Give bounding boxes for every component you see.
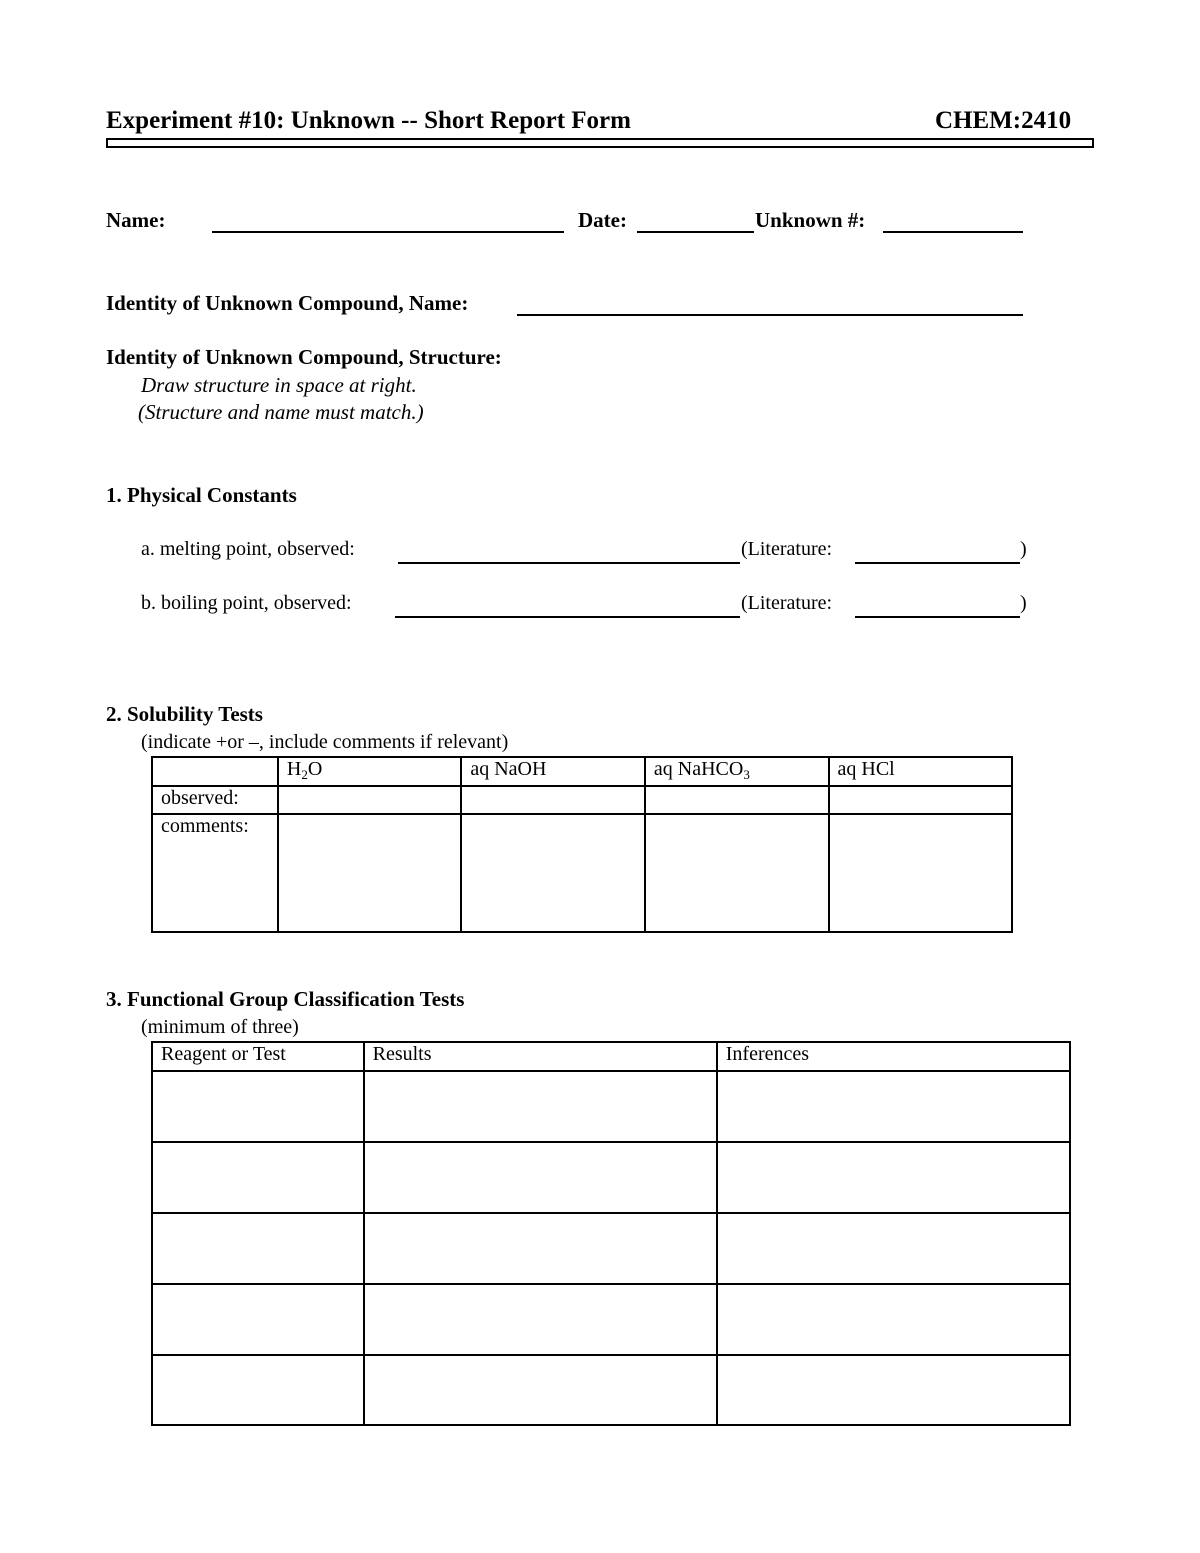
melting-point-label: a. melting point, observed: [141,538,355,560]
functional-group-table [151,1041,1071,1426]
page-title: Experiment #10: Unknown -- Short Report Form [106,107,631,134]
comments-h2o-cell[interactable] [278,814,461,932]
results-cell[interactable] [364,1071,717,1142]
results-cell[interactable] [364,1284,717,1355]
row-comments-label: comments: [152,814,278,932]
title-bar [106,138,1094,148]
unknown-number-field[interactable] [883,231,1023,233]
identity-name-field[interactable] [517,314,1023,316]
solubility-table [151,756,1013,933]
col-results: Results [364,1042,717,1071]
observed-naoh-cell[interactable] [461,786,645,814]
boiling-literature-label: (Literature: [741,592,833,614]
melting-point-field[interactable] [398,562,740,564]
boiling-literature-field[interactable] [855,616,1020,618]
structure-instruction: Draw structure in space at right. [141,373,417,397]
name-field[interactable] [212,231,564,233]
section-physical-constants: 1. Physical Constants [106,483,297,507]
inferences-cell[interactable] [717,1142,1070,1213]
name-label: Name: [106,208,166,232]
observed-hcl-cell[interactable] [829,786,1013,814]
solubility-note: (indicate +or –, include comments if relevant) [141,731,509,753]
melting-close-paren: ) [1020,538,1027,560]
col-reagent-or-test: Reagent or Test [152,1042,364,1071]
functional-group-note: (minimum of three) [141,1016,299,1038]
reagent-cell[interactable] [152,1284,364,1355]
melting-literature-field[interactable] [855,562,1020,564]
reagent-cell[interactable] [152,1355,364,1425]
comments-nahco3-cell[interactable] [645,814,829,932]
reagent-cell[interactable] [152,1213,364,1284]
identity-structure-label: Identity of Unknown Compound, Structure: [106,345,502,369]
unknown-number-label: Unknown #: [755,208,866,232]
results-cell[interactable] [364,1142,717,1213]
boiling-point-label: b. boiling point, observed: [141,592,352,614]
comments-naoh-cell[interactable] [461,814,645,932]
solubility-col-hcl: aq HCl [829,757,1013,786]
results-cell[interactable] [364,1213,717,1284]
inferences-cell[interactable] [717,1071,1070,1142]
structure-note: (Structure and name must match.) [138,400,424,424]
solubility-col-nahco3: aq NaHCO$_3$ [645,757,829,786]
inferences-cell[interactable] [717,1284,1070,1355]
solubility-col-naoh: aq NaOH [461,757,645,786]
section-functional-group-tests: 3. Functional Group Classification Tests [106,987,465,1011]
melting-literature-label: (Literature: [741,538,833,560]
boiling-point-field[interactable] [395,616,740,618]
reagent-cell[interactable] [152,1142,364,1213]
inferences-cell[interactable] [717,1213,1070,1284]
row-observed-label: observed: [152,786,278,814]
solubility-corner-cell [152,757,278,786]
col-inferences: Inferences [717,1042,1070,1071]
reagent-cell[interactable] [152,1071,364,1142]
inferences-cell[interactable] [717,1355,1070,1425]
date-label: Date: [578,208,627,232]
observed-h2o-cell[interactable] [278,786,461,814]
results-cell[interactable] [364,1355,717,1425]
date-field[interactable] [637,231,754,233]
section-solubility-tests: 2. Solubility Tests [106,702,263,726]
comments-hcl-cell[interactable] [829,814,1013,932]
course-code: CHEM:2410 [935,107,1072,134]
boiling-close-paren: ) [1020,592,1027,614]
solubility-col-h2o: $H_2O$ [278,757,461,786]
identity-name-label: Identity of Unknown Compound, Name: [106,291,469,315]
observed-nahco3-cell[interactable] [645,786,829,814]
